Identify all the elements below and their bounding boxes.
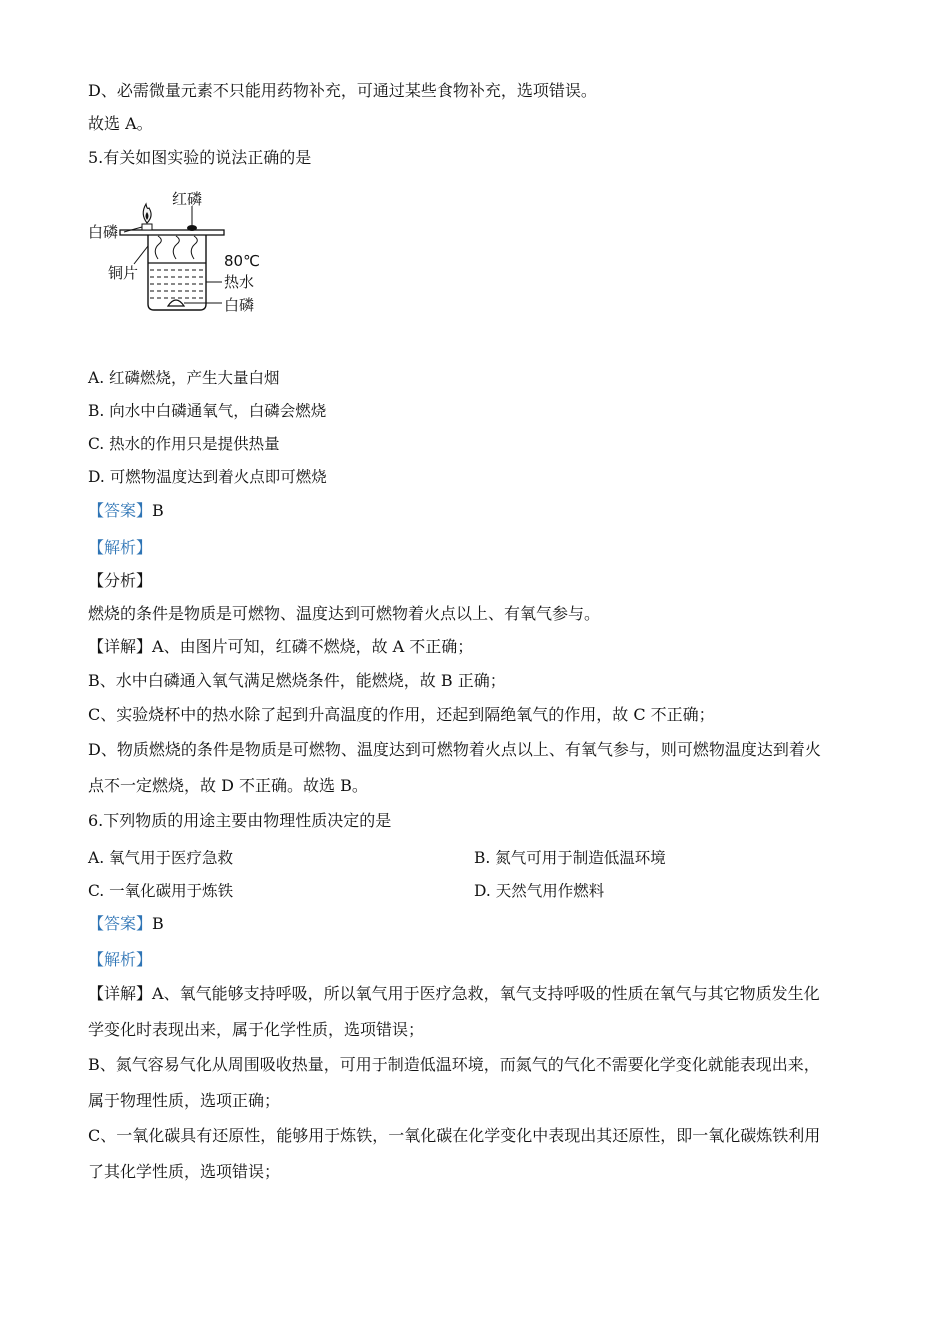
label-white-phosphorus-top: 白磷 [88,223,119,241]
detail-5a [88,636,473,658]
label-copper: 铜片 [108,264,139,282]
answer-6 [88,913,164,935]
text-line: 燃烧的条件是物质是可燃物、温度达到可燃物着火点以上、有氧气参与。 [88,604,601,623]
detail-5d-1: D、物质燃烧的条件是物质是可燃物、温度达到可燃物着火点以上、有氧气参与，则可燃物温度达到着火 [88,740,821,759]
detail-6a-1 [88,983,820,1005]
analysis-tag: 【解析】 [88,950,153,969]
answer-value: B [152,914,164,933]
fenxi-tag: 【分析】 [88,571,153,590]
hot-water [150,270,204,298]
detail-6b-1: B、氮气容易气化从周围吸收热量，可用于制造低温环境，而氮气的气化不需要化学变化就能表现出来， [88,1055,820,1074]
analysis-tag: 【解析】 [88,538,153,557]
label-hot-water: 热水 [224,273,255,291]
detail-6a-2: 学变化时表现出来，属于化学性质，选项错误； [88,1020,425,1039]
question-5: 5.有关如图实验的说法正确的是 [88,148,312,167]
label-white-phosphorus-bottom: 白磷 [224,296,255,314]
option-6d: D. 天然气用作燃料 [474,882,605,900]
detail-text: A、由图片可知，红磷不燃烧，故 A 不正确； [152,637,474,656]
option-5b: B. 向水中白磷通氧气，白磷会燃烧 [88,402,327,420]
question-6: 6.下列物质的用途主要由物理性质决定的是 [88,811,392,830]
detail-6c-2: 了其化学性质，选项错误； [88,1162,281,1181]
detail-text: A、氧气能够支持呼吸，所以氧气用于医疗急救，氧气支持呼吸的性质在氧气与其它物质发生化 [152,984,820,1003]
option-6b: B. 氮气可用于制造低温环境 [474,849,666,867]
text-line: 故选 A。 [88,114,153,133]
white-phosphorus-underwater [168,300,184,306]
detail-6b-2: 属于物理性质，选项正确； [88,1091,281,1110]
copper-plate [120,230,224,235]
detail-5b: B、水中白磷通入氧气满足燃烧条件，能燃烧，故 B 正确； [88,671,506,690]
experiment-figure [88,186,268,320]
text-line: D、必需微量元素不只能用药物补充，可通过某些食物补充，选项错误。 [88,81,597,100]
answer-5 [88,500,164,522]
answer-tag: 【答案】 [88,914,153,933]
red-phosphorus [187,225,197,231]
detail-tag: 【详解】 [88,984,153,1003]
detail-6c-1: C、一氧化碳具有还原性，能够用于炼铁，一氧化碳在化学变化中表现出其还原性，即一氧化碳炼铁利用 [88,1126,821,1145]
option-6a: A. 氧气用于医疗急救 [88,849,234,867]
answer-tag: 【答案】 [88,501,153,520]
detail-tag: 【详解】 [88,637,153,656]
label-red-phosphorus: 红磷 [172,190,203,208]
option-5c: C. 热水的作用只是提供热量 [88,435,280,453]
option-5d: D. 可燃物温度达到着火点即可燃烧 [88,468,327,486]
white-phosphorus-plate [142,224,152,230]
leader-copper [134,246,148,264]
detail-5d-2: 点不一定燃烧，故 D 不正确。故选 B。 [88,776,368,795]
option-6c: C. 一氧化碳用于炼铁 [88,882,234,900]
label-temperature: 80℃ [224,252,260,270]
vapor [155,236,197,259]
option-5a: A. 红磷燃烧，产生大量白烟 [88,369,280,387]
detail-5c: C、实验烧杯中的热水除了起到升高温度的作用，还起到隔绝氧气的作用，故 C 不正确； [88,705,715,724]
answer-value: B [152,501,164,520]
